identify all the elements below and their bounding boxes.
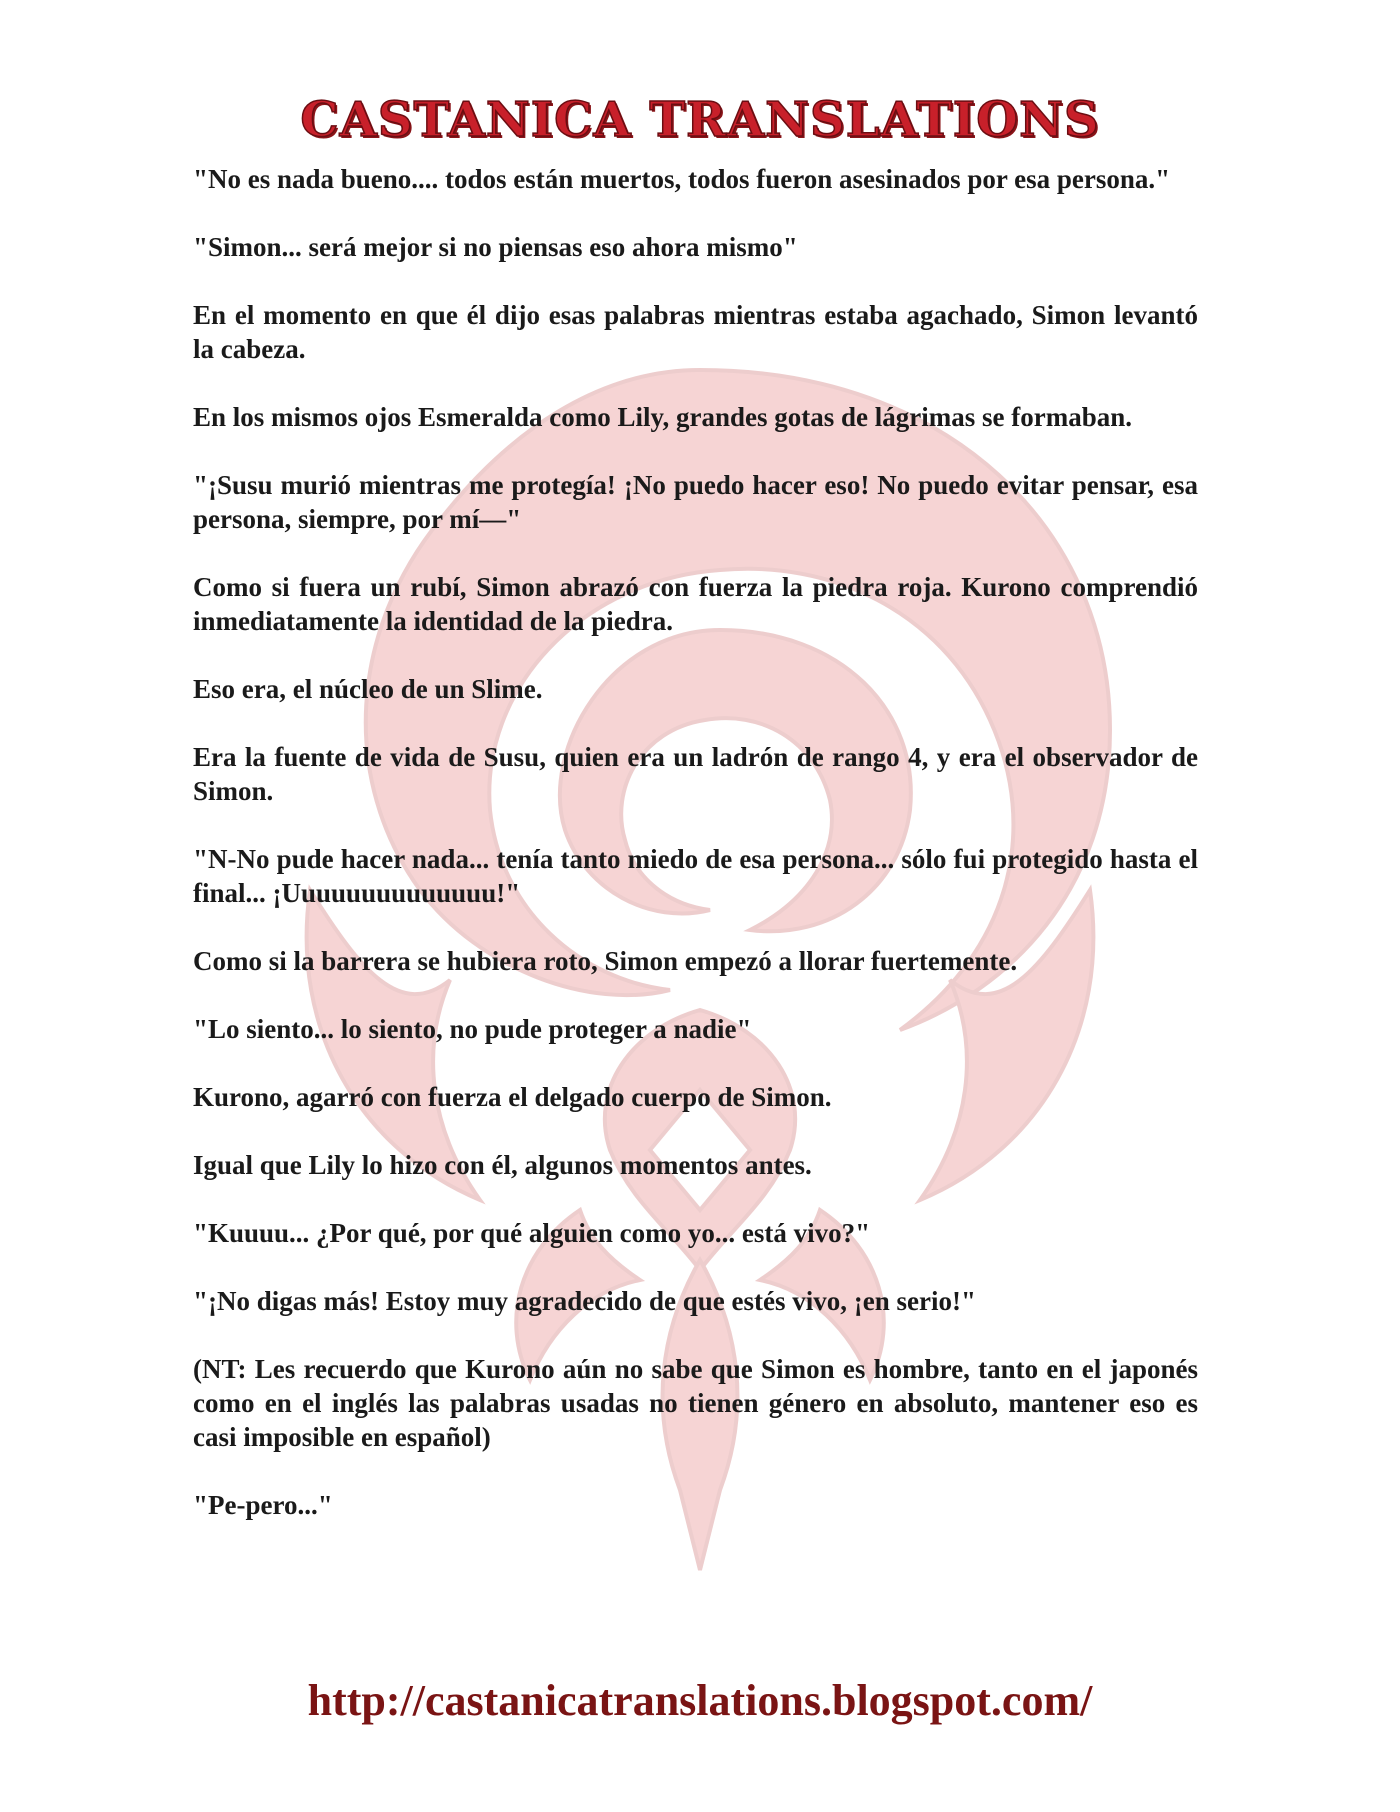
paragraph: En los mismos ojos Esmeralda como Lily, grandes gotas de lágrimas se formaban. — [193, 402, 1133, 432]
paragraph: (NT: Les recuerdo que Kurono aún no sabe que Simon es hombre, tanto en el japonés como en el inglés las palabras usadas no tienen género en absoluto, mantener eso es casi imposible en español) — [193, 1354, 1198, 1452]
paragraph: Como si fuera un rubí, Simon abrazó con fuerza la piedra roja. Kurono comprendió inmediatamente la identidad de la piedra. — [193, 572, 1198, 636]
paragraph: "Simon... será mejor si no piensas eso ahora mismo" — [193, 232, 798, 262]
paragraph: Como si la barrera se hubiera roto, Simon empezó a llorar fuertemente. — [193, 946, 1018, 976]
paragraph: Igual que Lily lo hizo con él, algunos momentos antes. — [193, 1150, 812, 1180]
site-title: CASTANICA TRANSLATIONS — [300, 92, 1100, 148]
chapter-text — [193, 162, 1198, 1522]
paragraph: "¡No digas más! Estoy muy agradecido de que estés vivo, ¡en serio!" — [193, 1286, 976, 1316]
paragraph: En el momento en que él dijo esas palabras mientras estaba agachado, Simon levantó la cabeza. — [193, 300, 1198, 364]
paragraph: Eso era, el núcleo de un Slime. — [193, 674, 543, 704]
paragraph: "Lo siento... lo siento, no pude proteger a nadie" — [193, 1014, 752, 1044]
paragraph: "N-No pude hacer nada... tenía tanto miedo de esa persona... sólo fui protegido hasta el final... ¡Uuuuuuuuuuuuuu!" — [193, 844, 1198, 908]
paragraph: Era la fuente de vida de Susu, quien era un ladrón de rango 4, y era el observador de Simon. — [193, 742, 1198, 806]
paragraph: "¡Susu murió mientras me protegía! ¡No puedo hacer eso! No puedo evitar pensar, esa persona, siempre, por mí—" — [193, 470, 1198, 534]
paragraph: "Pe-pero..." — [193, 1490, 333, 1520]
blog-url-link[interactable]: http://castanicatranslations.blogspot.com/ — [307, 1676, 1093, 1725]
paragraph: "Kuuuu... ¿Por qué, por qué alguien como yo... está vivo?" — [193, 1218, 871, 1248]
paragraph: "No es nada bueno.... todos están muertos, todos fueron asesinados por esa persona." — [193, 164, 1171, 194]
paragraph: Kurono, agarró con fuerza el delgado cuerpo de Simon. — [193, 1082, 832, 1112]
